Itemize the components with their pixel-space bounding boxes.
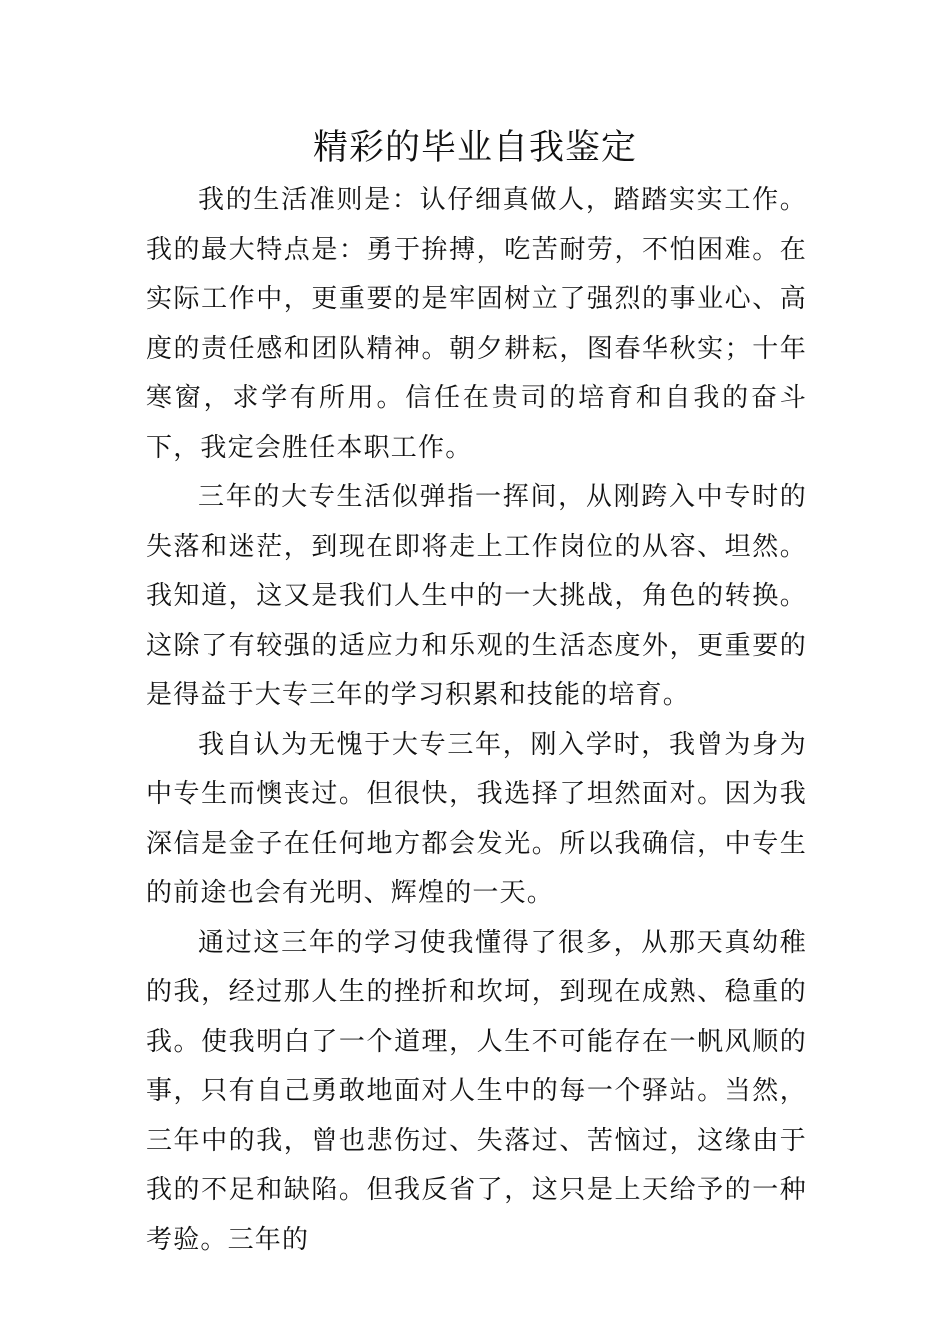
document-body: [146, 176, 807, 1265]
document-title: 精彩的毕业自我鉴定: [312, 128, 637, 168]
paragraph-2: 三年的大专生活似弹指一挥间，从刚跨入中专时的失落和迷茫，到现在即将走上工作岗位的从容、坦然。我知道，这又是我们人生中的一大挑战，角色的转换。这除了有较强的适应力和乐观的生活态度外，更重要的是得益于大专三年的学习积累和技能的培育。: [146, 482, 807, 710]
paragraph-3: 我自认为无愧于大专三年，刚入学时，我曾为身为中专生而懊丧过。但很快，我选择了坦然面对。因为我深信是金子在任何地方都会发光。所以我确信，中专生的前途也会有光明、辉煌的一天。: [146, 729, 807, 908]
paragraph-4: 通过这三年的学习使我懂得了很多，从那天真幼稚的我，经过那人生的挫折和坎坷，到现在成熟、稳重的我。使我明白了一个道理，人生不可能存在一帆风顺的事，只有自己勇敢地面对人生中的每一个驿站。当然，三年中的我，曾也悲伤过、失落过、苦恼过，这缘由于我的不足和缺陷。但我反省了，这只是上天给予的一种考验。三年的: [146, 927, 807, 1255]
paragraph-1: 我的生活准则是：认仔细真做人，踏踏实实工作。我的最大特点是：勇于拚搏，吃苦耐劳，不怕困难。在实际工作中，更重要的是牢固树立了强烈的事业心、高度的责任感和团队精神。朝夕耕耘，图春华秋实；十年寒窗，求学有所用。信任在贵司的培育和自我的奋斗下，我定会胜任本职工作。: [146, 185, 807, 463]
